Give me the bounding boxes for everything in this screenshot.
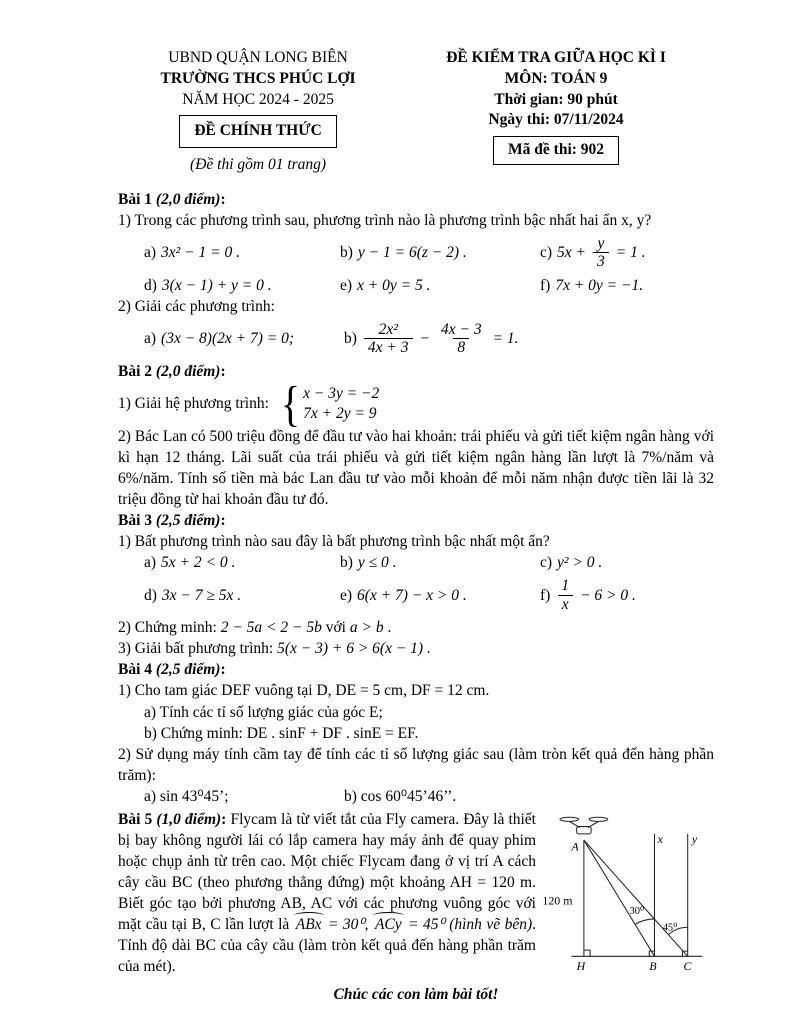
b5-text-1: Flycam là từ viết tắt của Fly camera. Đây là thiết bị bay không người lái có lắp camera hay máy ảnh để quay phim hoặc chụp ảnh từ trên cao. Một chiếc Flycam đang ở vị trí A cách cây cầu BC (theo phương thẳng đứng) một khoảng AH = 120 m. Biết góc tạo bởi phương AB, AC với các phương vuông góc với mặt cầu tại B, C lần lượt là bbox=[118, 810, 536, 934]
b1-q2-option-b bbox=[344, 320, 714, 358]
b1-points: (2,0 điểm) bbox=[155, 190, 221, 208]
b2-points: (2,0 điểm) bbox=[155, 362, 221, 380]
label-angle-30: 30⁰ bbox=[629, 905, 645, 917]
b5-section bbox=[118, 809, 714, 978]
b4-q1b-math: DE . sinF + DF . sinE = EF. bbox=[246, 724, 419, 742]
b1-q1: 1) Trong các phương trình sau, phương trình nào là phương trình bậc nhất hai ẩn x, y? bbox=[118, 211, 652, 229]
b5-text-3: = 45⁰ bbox=[403, 916, 450, 934]
b4-q1a: a) Tính các tỉ số lượng giác của góc E; bbox=[144, 703, 383, 721]
operator: − bbox=[419, 330, 430, 348]
b2-q2-paragraph: 2) Bác Lan có 500 triệu đồng để đầu tư vào hai khoản: trái phiếu và gửi tiết kiệm ngân hàng với kì hạn 12 tháng. Lãi suất của trái phiếu và gửi tiết kiệm ngân hàng lần lượt là 7%/năm và 6%/năm. Tính số tiền mà bác Lan đầu tư vào mỗi khoản để mỗi năm nhận được tiền lãi là 32 triệu đồng từ hai khoản đầu tư đó. bbox=[118, 427, 714, 509]
option-expr: 3x − 7 ≥ 5x . bbox=[161, 586, 242, 604]
fraction bbox=[437, 321, 486, 357]
fraction bbox=[593, 235, 609, 271]
option-expr: b) cos 60⁰45’46’’. bbox=[344, 787, 457, 805]
fraction-numerator: 1 bbox=[561, 577, 570, 595]
option-key: a) bbox=[144, 330, 157, 348]
b3-heading bbox=[118, 510, 714, 531]
b4-colon: : bbox=[220, 661, 226, 679]
issuer-line: UBND QUẬN LONG BIÊN bbox=[168, 49, 348, 66]
b1-title: Bài 1 bbox=[118, 190, 153, 208]
school-name: TRƯỜNG THCS PHÚC LỢI bbox=[160, 69, 356, 87]
option-expr-pre: 5x + bbox=[557, 244, 587, 262]
exam-title: ĐỀ KIỂM TRA GIỮA HỌC KÌ I bbox=[446, 49, 666, 66]
option-key: b) bbox=[340, 554, 353, 572]
b2-q1-label: 1) Giải hệ phương trình: bbox=[118, 395, 269, 413]
label-C: C bbox=[683, 958, 692, 973]
b3-q2-post: . bbox=[383, 619, 392, 637]
option-key: d) bbox=[144, 276, 157, 294]
equation-system bbox=[280, 375, 380, 432]
b4-points: (2,5 điểm) bbox=[155, 661, 221, 679]
b3-q1-row1 bbox=[118, 552, 714, 573]
b3-q2-label: 2) Chứng minh: bbox=[118, 619, 221, 637]
b5-figure bbox=[542, 811, 714, 980]
option-expr: y² > 0 . bbox=[557, 554, 603, 572]
option-expr: 5x + 2 < 0 . bbox=[161, 554, 236, 572]
option-expr: 3(x − 1) + y = 0 . bbox=[161, 276, 272, 294]
label-A: A bbox=[571, 839, 579, 854]
b5-title: Bài 5 bbox=[118, 810, 153, 828]
b1-q2-row bbox=[118, 320, 714, 358]
b2-q1-line bbox=[118, 375, 714, 432]
b3-q3-math: 5(x − 3) + 6 > 6(x − 1) . bbox=[277, 640, 431, 658]
option-key: c) bbox=[540, 554, 553, 572]
system-eq-1: x − 3y = −2 bbox=[303, 384, 380, 402]
option-expr: 7x + 0y = −1. bbox=[555, 276, 644, 294]
exam-body bbox=[118, 189, 714, 1004]
header-left bbox=[118, 48, 398, 176]
option-expr: (3x − 8)(2x + 7) = 0; bbox=[161, 330, 294, 348]
label-H: H bbox=[576, 958, 586, 973]
label-distance: 120 m bbox=[542, 893, 573, 908]
b4-q1b bbox=[118, 723, 714, 744]
flycam-diagram bbox=[542, 811, 714, 975]
option-key: a) bbox=[144, 554, 157, 572]
fraction-numerator: 2x² bbox=[378, 320, 398, 338]
b5-text-5: . Tính độ dài BC của cây cầu (làm tròn kết quả đến hàng phần trăm của mét). bbox=[118, 916, 536, 976]
b3-option-d bbox=[144, 585, 340, 606]
fraction bbox=[364, 321, 413, 357]
b1-colon: : bbox=[220, 190, 226, 208]
b4-q2-row bbox=[118, 786, 714, 807]
b4-q2-option-a bbox=[144, 786, 344, 807]
fraction-denominator: 3 bbox=[593, 252, 609, 270]
system-eq-2: 7x + 2y = 9 bbox=[303, 404, 377, 422]
option-key: c) bbox=[540, 244, 553, 262]
b3-option-a bbox=[144, 552, 340, 573]
school-year: NĂM HỌC 2024 - 2025 bbox=[182, 90, 334, 108]
fraction-denominator: 8 bbox=[453, 338, 469, 356]
system-equations bbox=[303, 384, 379, 424]
b3-q1: 1) Bất phương trình nào sau đây là bất phương trình bậc nhất một ẩn? bbox=[118, 533, 550, 551]
exam-duration: Thời gian: 90 phút bbox=[494, 90, 618, 108]
fraction-numerator: 4x − 3 bbox=[440, 320, 482, 338]
b3-q2-math1: 2 − 5a < 2 − 5b bbox=[220, 619, 322, 637]
label-y: y bbox=[691, 832, 698, 847]
b2-heading bbox=[118, 361, 714, 382]
label-angle-45: 45⁰ bbox=[662, 922, 678, 934]
b1-option-f bbox=[540, 275, 714, 296]
b1-option-e bbox=[340, 275, 540, 296]
b3-q2 bbox=[118, 617, 714, 638]
b4-q1b-label: b) Chứng minh: bbox=[144, 724, 247, 742]
official-exam-box: ĐỀ CHÍNH THỨC bbox=[179, 115, 336, 148]
b3-option-b bbox=[340, 552, 540, 573]
b1-q1-row2 bbox=[118, 275, 714, 296]
page-count-note: (Đề thi gồm 01 trang) bbox=[190, 156, 327, 174]
b4-heading bbox=[118, 659, 714, 680]
b1-q2: 2) Giải các phương trình: bbox=[118, 297, 275, 315]
option-key: e) bbox=[340, 586, 353, 604]
b1-option-b bbox=[340, 242, 540, 263]
b5-angle-ABx: ABx bbox=[294, 914, 324, 935]
b1-q1-row1 bbox=[118, 234, 714, 272]
b1-option-c bbox=[540, 234, 714, 272]
option-expr-post: = 1. bbox=[492, 330, 519, 348]
b1-heading bbox=[118, 189, 714, 210]
option-key: f) bbox=[540, 586, 551, 604]
exam-code-box: Mã đề thi: 902 bbox=[493, 136, 619, 165]
drone-icon bbox=[560, 817, 608, 834]
b1-option-a bbox=[144, 242, 340, 263]
system-brace: { bbox=[280, 375, 301, 432]
closing-wish: Chúc các con làm bài tốt! bbox=[333, 985, 499, 1003]
b3-title: Bài 3 bbox=[118, 512, 153, 530]
b5-see-figure-note: (hình vẽ bên) bbox=[449, 916, 533, 934]
diagram-labels bbox=[542, 832, 697, 973]
exam-header bbox=[118, 48, 714, 176]
b2-title: Bài 2 bbox=[118, 362, 153, 380]
b4-title: Bài 4 bbox=[118, 661, 153, 679]
option-key: b) bbox=[344, 330, 357, 348]
option-key: e) bbox=[340, 276, 353, 294]
b3-option-c bbox=[540, 552, 714, 573]
option-expr: y ≤ 0 . bbox=[357, 554, 397, 572]
b3-option-f bbox=[540, 576, 714, 614]
b5-text-2: = 30⁰, bbox=[323, 916, 373, 934]
label-B: B bbox=[649, 958, 657, 973]
b3-q1-row2 bbox=[118, 576, 714, 614]
option-expr: x + 0y = 5 . bbox=[357, 276, 431, 294]
b2-colon: : bbox=[220, 362, 226, 380]
b3-points: (2,5 điểm) bbox=[155, 512, 221, 530]
option-key: f) bbox=[540, 276, 551, 294]
b1-option-d bbox=[144, 275, 340, 296]
exam-date: Ngày thi: 07/11/2024 bbox=[488, 111, 624, 129]
exam-subject: MÔN: TOÁN 9 bbox=[504, 69, 608, 87]
b4-q1: 1) Cho tam giác DEF vuông tại D, DE = 5 cm, DF = 12 cm. bbox=[118, 682, 490, 700]
fraction-denominator: 4x + 3 bbox=[364, 338, 413, 356]
option-expr: a) sin 43⁰45’; bbox=[144, 787, 229, 805]
option-expr-post: − 6 > 0 . bbox=[580, 586, 636, 604]
b3-q2-mid: với bbox=[321, 619, 350, 637]
option-key: d) bbox=[144, 586, 157, 604]
b3-option-e bbox=[340, 585, 540, 606]
option-key: b) bbox=[340, 244, 353, 262]
b3-q2-math2: a > b bbox=[349, 619, 384, 637]
b4-q2-option-b bbox=[344, 786, 714, 807]
b3-colon: : bbox=[220, 512, 226, 530]
option-key: a) bbox=[144, 244, 157, 262]
b5-angle-ACy: ACy bbox=[373, 914, 404, 935]
b3-q3 bbox=[118, 638, 714, 659]
option-expr-post: = 1 . bbox=[615, 244, 646, 262]
option-expr: 6(x + 7) − x > 0 . bbox=[357, 586, 467, 604]
option-expr: 3x² − 1 = 0 . bbox=[161, 244, 240, 262]
option-expr: y − 1 = 6(z − 2) . bbox=[357, 244, 467, 262]
b3-q3-label: 3) Giải bất phương trình: bbox=[118, 640, 278, 658]
b5-points: (1,0 điểm) bbox=[156, 810, 222, 828]
fraction bbox=[557, 577, 573, 613]
fraction-denominator: x bbox=[558, 595, 573, 613]
b5-colon: : bbox=[221, 810, 231, 828]
fraction-numerator: y bbox=[597, 234, 605, 252]
diagram-lines bbox=[571, 834, 702, 956]
label-x: x bbox=[657, 832, 663, 847]
b1-q2-option-a bbox=[144, 328, 344, 349]
b4-q2: 2) Sử dụng máy tính cầm tay để tính các tỉ số lượng giác sau (làm tròn kết quả đến hàng phần trăm): bbox=[118, 745, 714, 784]
header-right bbox=[398, 48, 714, 176]
